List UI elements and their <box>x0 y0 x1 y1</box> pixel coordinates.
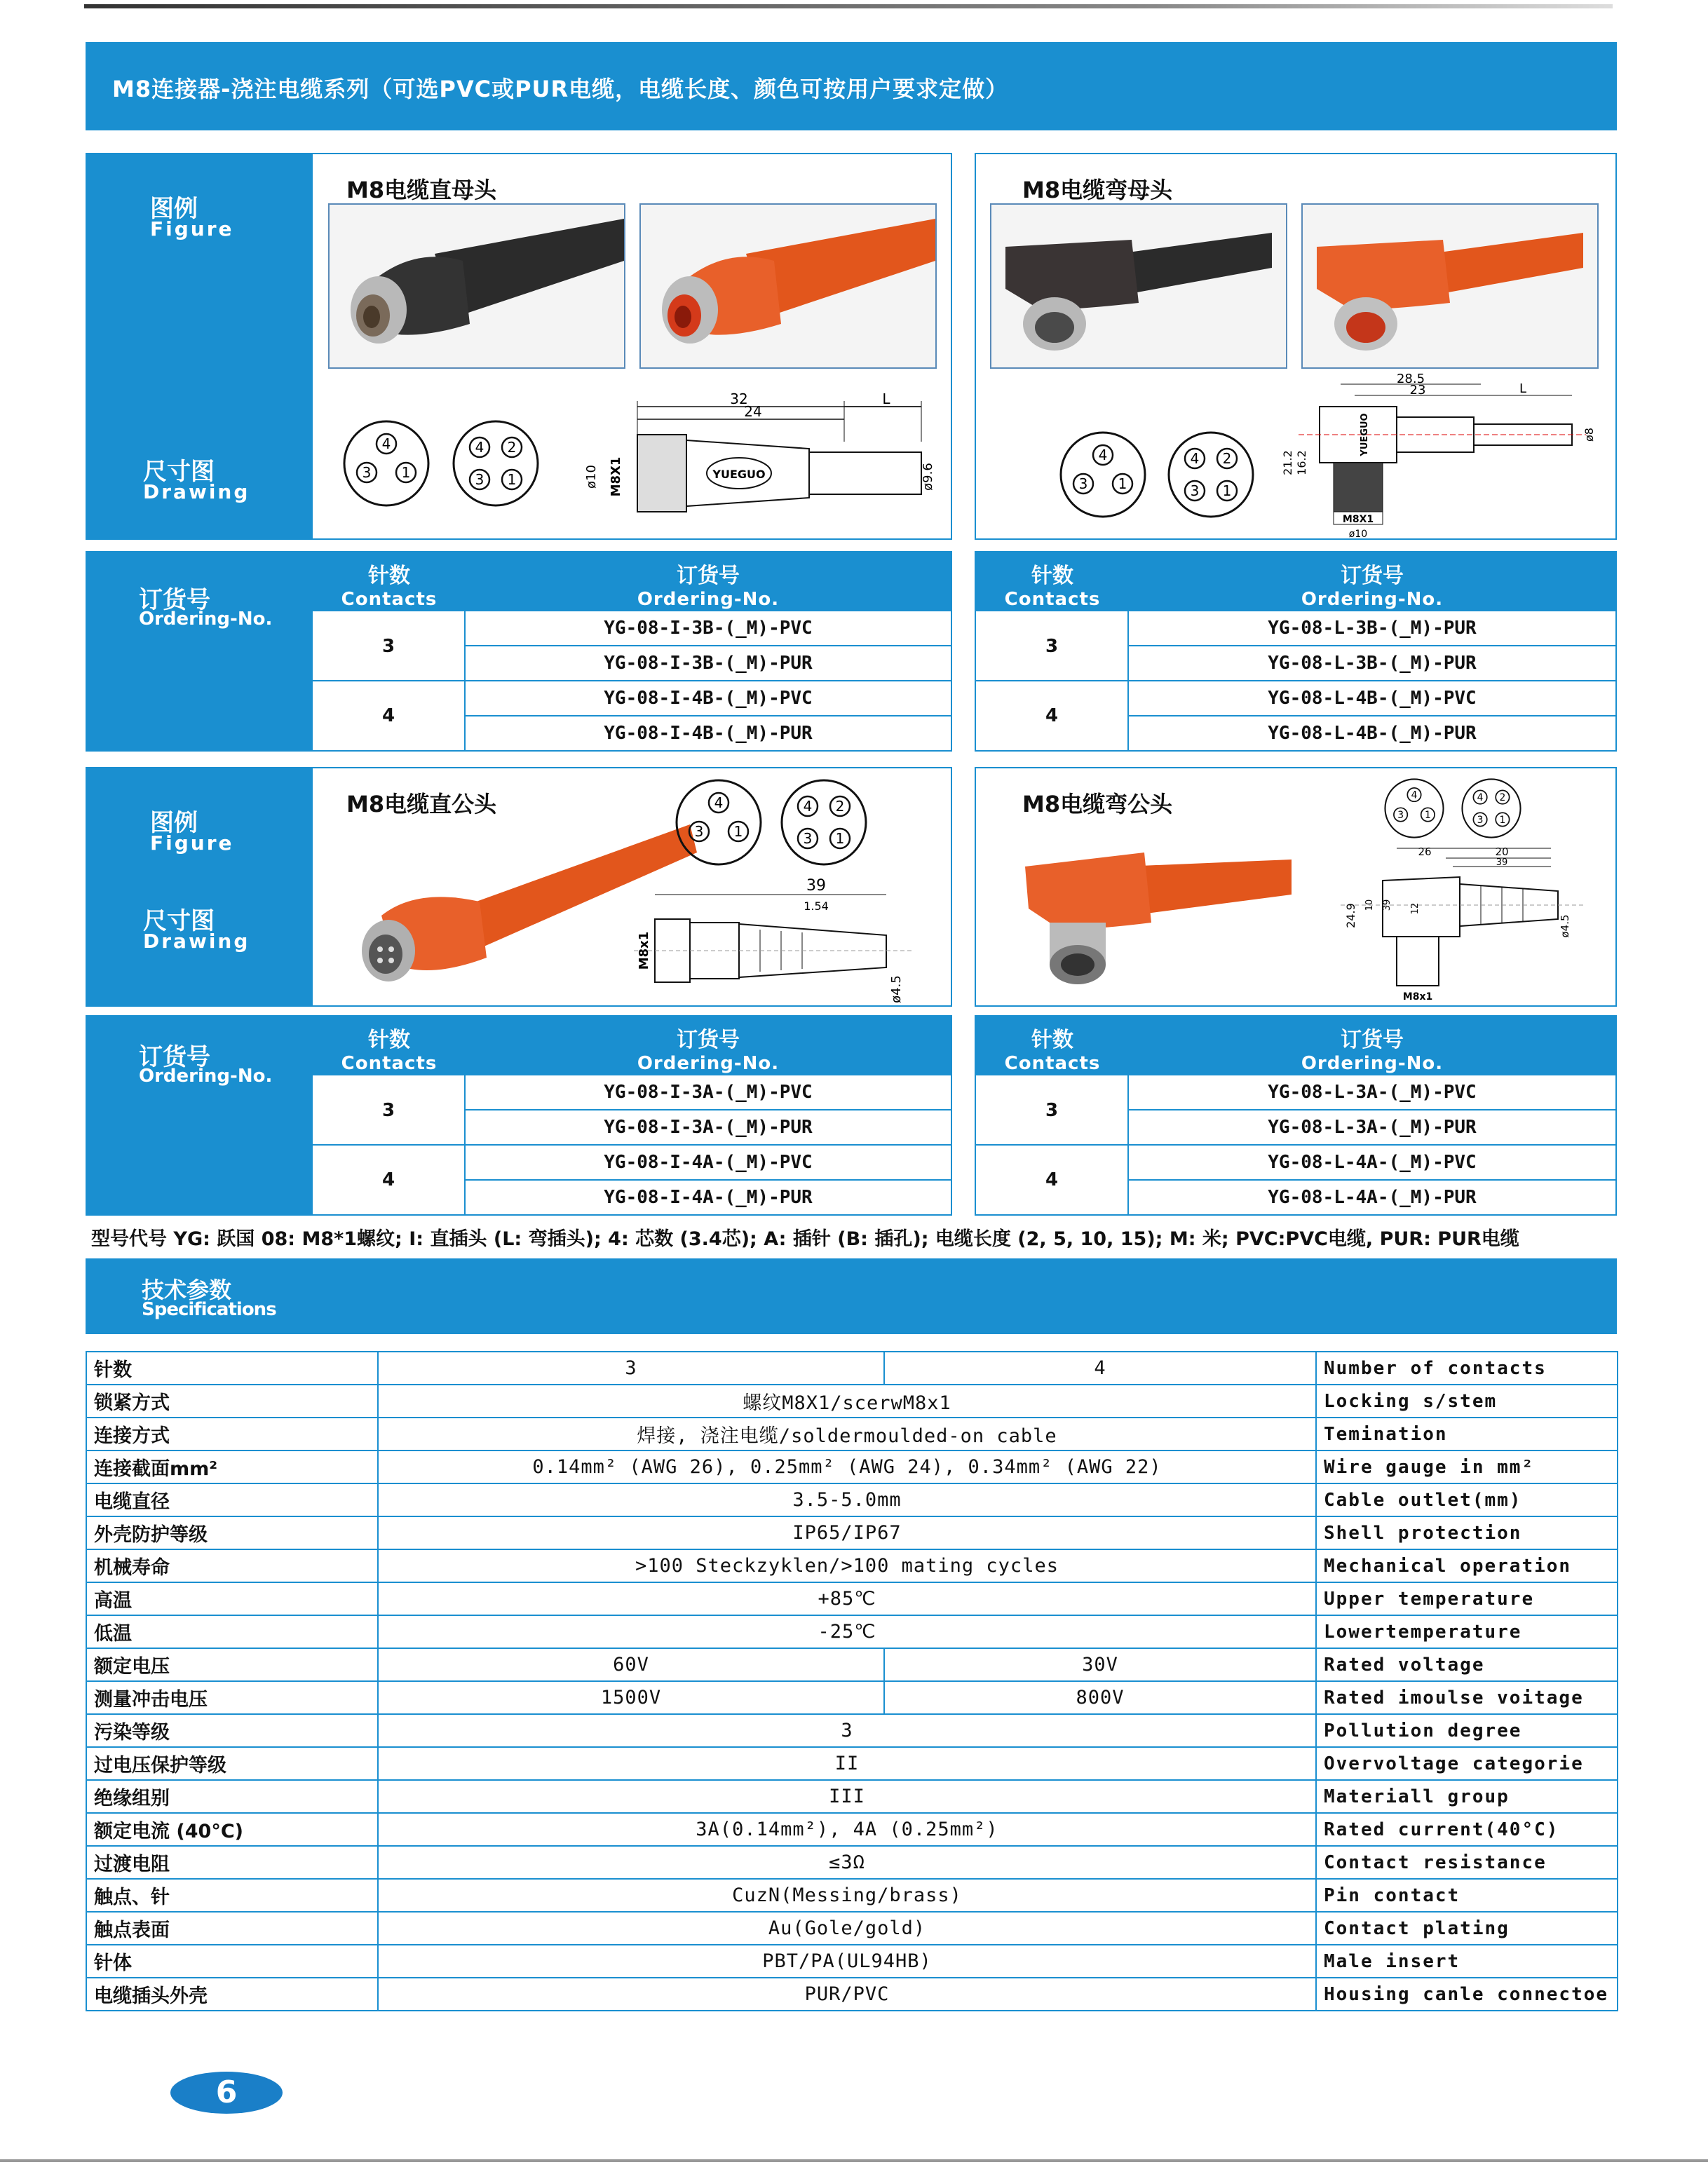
spec-label-cn: 机械寿命 <box>86 1549 378 1582</box>
pin-diagram-4-female <box>450 418 541 509</box>
dim-diameter-cable: ø4.5 <box>1559 914 1571 938</box>
product-title: M8电缆弯母头 <box>1022 177 1173 203</box>
dim-length-body: 23 <box>1409 383 1426 398</box>
order-number: YG-08-I-3A-(_M)-PUR <box>466 1110 951 1146</box>
spec-label-cn: 测量冲击电压 <box>86 1681 378 1714</box>
spec-label-en: Materiall group <box>1316 1780 1618 1813</box>
spec-label-en: Overvoltage categorie <box>1316 1747 1618 1780</box>
pin-label-1: 1 <box>507 471 517 488</box>
spec-row <box>86 1945 1618 1978</box>
spec-label-en: Shell protection <box>1316 1516 1618 1549</box>
spec-row <box>86 1615 1618 1648</box>
specifications-table <box>86 1351 1618 2011</box>
contacts-value: 3 <box>976 1075 1129 1146</box>
dimension-drawing-straight-male <box>550 874 942 1007</box>
order-number: YG-08-L-3A-(_M)-PUR <box>1129 1110 1615 1146</box>
spec-row <box>86 1780 1618 1813</box>
spec-row <box>86 1582 1618 1615</box>
dim-length-cable: 39 <box>1496 857 1508 868</box>
contacts-header: 针数 Contacts <box>976 1017 1130 1075</box>
spec-label-cn: 低温 <box>86 1615 378 1648</box>
spec-value: 3 <box>378 1352 884 1385</box>
drawing-label-en: Drawing <box>143 480 250 503</box>
pin-label-3: 3 <box>1397 809 1404 821</box>
order-label-en: Ordering-No. <box>139 609 273 630</box>
pin-label-4: 4 <box>1190 450 1200 467</box>
product-panel-angled-male <box>975 767 1617 1007</box>
spec-value: 30V <box>884 1648 1316 1681</box>
spec-label-en: Contact plating <box>1316 1912 1618 1945</box>
spec-value: Au(Gole/gold) <box>378 1912 1316 1945</box>
order-sidebar <box>87 552 313 750</box>
brand-mark: YUEGUO <box>1360 413 1370 456</box>
order-label-cn: 订货号 <box>139 1043 210 1071</box>
spec-label-en: Mechanical operation <box>1316 1549 1618 1582</box>
contacts-value: 3 <box>313 611 466 681</box>
pin-label-4: 4 <box>381 435 391 452</box>
product-photo-orange <box>639 203 937 369</box>
dim-height-c: 12 <box>1410 902 1421 915</box>
dim-length-cable: L <box>1519 381 1527 396</box>
contacts-value: 4 <box>976 1146 1129 1214</box>
dim-height-a: 10 <box>1364 899 1375 911</box>
figure-label-en: Figure <box>150 217 234 240</box>
contacts-header: 针数 Contacts <box>313 552 467 611</box>
product-panel-straight-male <box>86 767 952 1007</box>
drawing-label-cn: 尺寸图 <box>143 907 215 935</box>
spec-row <box>86 1549 1618 1582</box>
spec-label-en: Pollution degree <box>1316 1714 1618 1747</box>
dim-length-total: 26 <box>1418 845 1432 858</box>
spec-label-en: Locking s/stem <box>1316 1385 1618 1418</box>
order-number: YG-08-I-3B-(_M)-PVC <box>466 611 951 646</box>
spec-label-cn: 外壳防护等级 <box>86 1516 378 1549</box>
pin-diagram-4-male <box>1460 777 1523 840</box>
spec-label-cn: 连接方式 <box>86 1418 378 1451</box>
spec-row <box>86 1648 1618 1681</box>
order-number: YG-08-L-4A-(_M)-PVC <box>1129 1146 1615 1181</box>
spec-label-en: Housing canle connectoe <box>1316 1978 1618 2011</box>
spec-label-cn: 锁紧方式 <box>86 1385 378 1418</box>
pin-label-4: 4 <box>714 794 724 811</box>
spec-value: 3A(0.14mm²), 4A (0.25mm²) <box>378 1813 1316 1846</box>
dim-thread: M8X1 <box>609 456 623 497</box>
pin-label-2: 2 <box>1222 450 1232 467</box>
ordering-header: 订货号 Ordering-No. <box>1129 1017 1615 1075</box>
panel-sidebar <box>87 768 313 1005</box>
spec-label-en: Rated current(40°C) <box>1316 1813 1618 1846</box>
spec-value: 1500V <box>378 1681 884 1714</box>
spec-value: CuzN(Messing/brass) <box>378 1879 1316 1912</box>
order-number: YG-08-L-3B-(_M)-PUR <box>1129 646 1615 681</box>
specifications-title-cn: 技术参数 <box>142 1277 232 1303</box>
contacts-header: 针数 Contacts <box>976 552 1130 611</box>
order-label-cn: 订货号 <box>139 586 210 614</box>
spec-value: PUR/PVC <box>378 1978 1316 2011</box>
pin-label-1: 1 <box>835 830 845 847</box>
spec-label-en: Cable outlet(mm) <box>1316 1483 1618 1516</box>
spec-value: >100 Steckzyklen/>100 mating cycles <box>378 1549 1316 1582</box>
pin-label-1: 1 <box>1222 482 1232 499</box>
dim-length-body: 1.54 <box>804 899 829 913</box>
brand-mark: YUEGUO <box>712 468 766 481</box>
spec-row <box>86 1385 1618 1418</box>
spec-label-cn: 过电压保护等级 <box>86 1747 378 1780</box>
pin-label-4: 4 <box>1411 789 1418 801</box>
order-number: YG-08-I-4B-(_M)-PUR <box>604 723 813 744</box>
dim-height-total: 24.9 <box>1344 903 1357 928</box>
spec-value: PBT/PA(UL94HB) <box>378 1945 1316 1978</box>
spec-row <box>86 1846 1618 1879</box>
spec-value: IP65/IP67 <box>378 1516 1316 1549</box>
contacts-value: 3 <box>313 1075 466 1146</box>
dim-diameter-cable: ø4.5 <box>889 975 904 1003</box>
dim-height-b: 39 <box>1382 899 1392 911</box>
spec-label-en: Number of contacts <box>1316 1352 1618 1385</box>
order-number: YG-08-I-4A-(_M)-PUR <box>604 1187 813 1208</box>
contacts-value: 4 <box>313 1146 466 1214</box>
spec-label-en: Rated voltage <box>1316 1648 1618 1681</box>
spec-label-en: Lowertemperature <box>1316 1615 1618 1648</box>
pin-label-3: 3 <box>362 464 372 481</box>
spec-label-en: Male insert <box>1316 1945 1618 1978</box>
ordering-header: 订货号 Ordering-No. <box>466 1017 951 1075</box>
spec-value: 焊接, 浇注电缆/soldermoulded-on cable <box>378 1418 1316 1451</box>
pin-diagram-3-male <box>673 777 764 868</box>
spec-label-cn: 高温 <box>86 1582 378 1615</box>
model-code-note: 型号代号 YG: 跃国 08: M8*1螺纹; I: 直插头 (L: 弯插头); 4: 芯数 (3.4芯); A: 插针 (B: 插孔); 电缆长度 (2, 5, 10, 15); M: 米; PVC:PVC电缆, PUR: PUR电缆 <box>91 1228 1519 1250</box>
product-photo-orange <box>1301 203 1599 369</box>
spec-value: -25℃ <box>378 1615 1316 1648</box>
specifications-title-en: Specifications <box>142 1299 276 1320</box>
spec-label-cn: 触点、针 <box>86 1879 378 1912</box>
pin-label-3: 3 <box>694 823 704 840</box>
dim-length-cable: L <box>882 390 890 407</box>
contacts-value: 3 <box>976 611 1129 681</box>
ordering-header: 订货号 Ordering-No. <box>466 552 951 611</box>
specifications-bar <box>86 1258 1617 1334</box>
spec-label-cn: 污染等级 <box>86 1714 378 1747</box>
order-label-en: Ordering-No. <box>139 1066 273 1087</box>
pin-diagram-3-female <box>1057 429 1148 520</box>
pin-label-3: 3 <box>1190 482 1200 499</box>
spec-value: 螺纹M8X1/scerwM8x1 <box>378 1385 1316 1418</box>
dim-length-body: 20 <box>1495 845 1509 858</box>
dim-thread: M8x1 <box>637 931 651 970</box>
dimension-drawing-angled-male <box>1320 838 1614 1007</box>
spec-row <box>86 1681 1618 1714</box>
pin-label-1: 1 <box>401 464 411 481</box>
dimension-drawing-straight-female <box>578 386 942 526</box>
spec-row <box>86 1747 1618 1780</box>
order-number: YG-08-I-4B-(_M)-PVC <box>466 681 951 716</box>
spec-row <box>86 1352 1618 1385</box>
dim-length-total: 28.5 <box>1396 372 1425 386</box>
pin-label-3: 3 <box>475 471 484 488</box>
order-sidebar <box>87 1017 313 1214</box>
figure-label-cn: 图例 <box>150 195 198 223</box>
spec-row <box>86 1483 1618 1516</box>
spec-label-cn: 连接截面mm² <box>86 1451 378 1483</box>
figure-label-cn: 图例 <box>150 809 198 837</box>
product-title: M8电缆直公头 <box>346 791 497 817</box>
spec-label-en: Contact resistance <box>1316 1846 1618 1879</box>
pin-diagram-3-female <box>341 418 432 509</box>
spec-label-cn: 过渡电阻 <box>86 1846 378 1879</box>
page-number: 6 <box>170 2072 283 2114</box>
panel-sidebar <box>87 154 313 538</box>
spec-value: II <box>378 1747 1316 1780</box>
pin-label-1: 1 <box>1499 814 1506 826</box>
spec-label-en: Temination <box>1316 1418 1618 1451</box>
spec-value: 0.14mm² (AWG 26), 0.25mm² (AWG 24), 0.34mm² (AWG 22) <box>378 1451 1316 1483</box>
order-number: YG-08-L-3A-(_M)-PVC <box>1129 1075 1615 1110</box>
order-table-straight-female <box>86 551 952 752</box>
spec-value: 3.5-5.0mm <box>378 1483 1316 1516</box>
dim-height-total: 21.2 <box>1281 450 1294 475</box>
contacts-value: 4 <box>976 681 1129 750</box>
spec-row <box>86 1516 1618 1549</box>
drawing-label-cn: 尺寸图 <box>143 458 215 486</box>
order-number: YG-08-I-3B-(_M)-PUR <box>466 646 951 681</box>
pin-diagram-4-female <box>1165 429 1256 520</box>
order-number: YG-08-L-3B-(_M)-PUR <box>1129 611 1615 646</box>
pin-label-1: 1 <box>1424 809 1431 821</box>
product-panel-angled-female <box>975 153 1617 540</box>
pin-label-4: 4 <box>1098 447 1108 463</box>
order-table-straight-male <box>86 1015 952 1216</box>
spec-value: 4 <box>884 1352 1316 1385</box>
spec-label-en: Upper temperature <box>1316 1582 1618 1615</box>
page-title: M8连接器-浇注电缆系列（可选PVC或PUR电缆，电缆长度、颜色可按用户要求定做） <box>112 76 1009 102</box>
dim-thread: M8x1 <box>1402 991 1433 1003</box>
spec-value: +85℃ <box>378 1582 1316 1615</box>
dimension-drawing-angled-female <box>1277 372 1607 540</box>
pin-label-1: 1 <box>733 823 743 840</box>
spec-row <box>86 1879 1618 1912</box>
product-photo-orange <box>1011 824 1299 1007</box>
bottom-rule <box>0 2159 1708 2162</box>
product-photo-black <box>990 203 1287 369</box>
spec-label-en: Wire gauge in mm² <box>1316 1451 1618 1483</box>
order-number: YG-08-I-4A-(_M)-PVC <box>466 1146 951 1181</box>
spec-label-cn: 电缆直径 <box>86 1483 378 1516</box>
dim-length-total: 32 <box>730 390 748 407</box>
order-table-angled-female <box>975 551 1617 752</box>
dim-height-body: 16.2 <box>1295 450 1308 475</box>
order-table-angled-male <box>975 1015 1617 1216</box>
order-number: YG-08-I-3A-(_M)-PVC <box>466 1075 951 1110</box>
spec-value: ≤3Ω <box>378 1846 1316 1879</box>
pin-diagram-4-male <box>778 777 869 868</box>
spec-label-cn: 额定电流 (40°C) <box>86 1813 378 1846</box>
spec-row <box>86 1714 1618 1747</box>
order-number: YG-08-L-4B-(_M)-PVC <box>1129 681 1615 716</box>
drawing-label-en: Drawing <box>143 930 250 953</box>
product-photo-black <box>328 203 625 369</box>
pin-label-2: 2 <box>1499 792 1506 803</box>
dim-diameter-cable: ø9.6 <box>921 463 935 491</box>
spec-label-cn: 针体 <box>86 1945 378 1978</box>
contacts-header: 针数 Contacts <box>313 1017 467 1075</box>
pin-label-3: 3 <box>1477 814 1484 826</box>
spec-label-cn: 额定电压 <box>86 1648 378 1681</box>
spec-value: III <box>378 1780 1316 1813</box>
spec-label-cn: 电缆插头外壳 <box>86 1978 378 2011</box>
header-bar <box>86 42 1617 130</box>
product-title: M8电缆直母头 <box>346 177 497 203</box>
spec-label-en: Pin contact <box>1316 1879 1618 1912</box>
figure-label-en: Figure <box>150 831 234 855</box>
pin-label-3: 3 <box>1078 475 1088 492</box>
pin-label-4: 4 <box>803 798 813 815</box>
pin-label-4: 4 <box>475 439 484 456</box>
contacts-value: 4 <box>313 681 466 750</box>
dim-length-body: 24 <box>744 403 762 420</box>
order-number: YG-08-L-4A-(_M)-PUR <box>1268 1187 1477 1208</box>
dim-diameter-head: ø10 <box>1348 529 1368 540</box>
spec-value: 800V <box>884 1681 1316 1714</box>
pin-diagram-3-male <box>1383 777 1446 840</box>
pin-label-2: 2 <box>507 439 517 456</box>
spec-row <box>86 1451 1618 1483</box>
spec-label-en: Rated imoulse voitage <box>1316 1681 1618 1714</box>
pin-label-2: 2 <box>835 798 845 815</box>
dim-diameter-cable: ø8 <box>1582 428 1596 442</box>
product-title: M8电缆弯公头 <box>1022 791 1173 817</box>
dim-thread: M8X1 <box>1342 514 1374 525</box>
top-rule <box>84 4 1613 8</box>
dim-diameter-head: ø10 <box>584 465 599 489</box>
spec-value: 60V <box>378 1648 884 1681</box>
pin-label-4: 4 <box>1477 792 1484 803</box>
pin-label-3: 3 <box>803 830 813 847</box>
spec-row <box>86 1813 1618 1846</box>
product-panel-straight-female <box>86 153 952 540</box>
spec-value: 3 <box>378 1714 1316 1747</box>
pin-label-1: 1 <box>1118 475 1127 492</box>
spec-row <box>86 1418 1618 1451</box>
dim-length-total: 39 <box>806 877 826 895</box>
spec-label-cn: 触点表面 <box>86 1912 378 1945</box>
spec-row <box>86 1912 1618 1945</box>
order-number: YG-08-L-4B-(_M)-PUR <box>1268 723 1477 744</box>
spec-row <box>86 1978 1618 2011</box>
spec-label-cn: 绝缘组别 <box>86 1780 378 1813</box>
ordering-header: 订货号 Ordering-No. <box>1129 552 1615 611</box>
spec-label-cn: 针数 <box>86 1352 378 1385</box>
